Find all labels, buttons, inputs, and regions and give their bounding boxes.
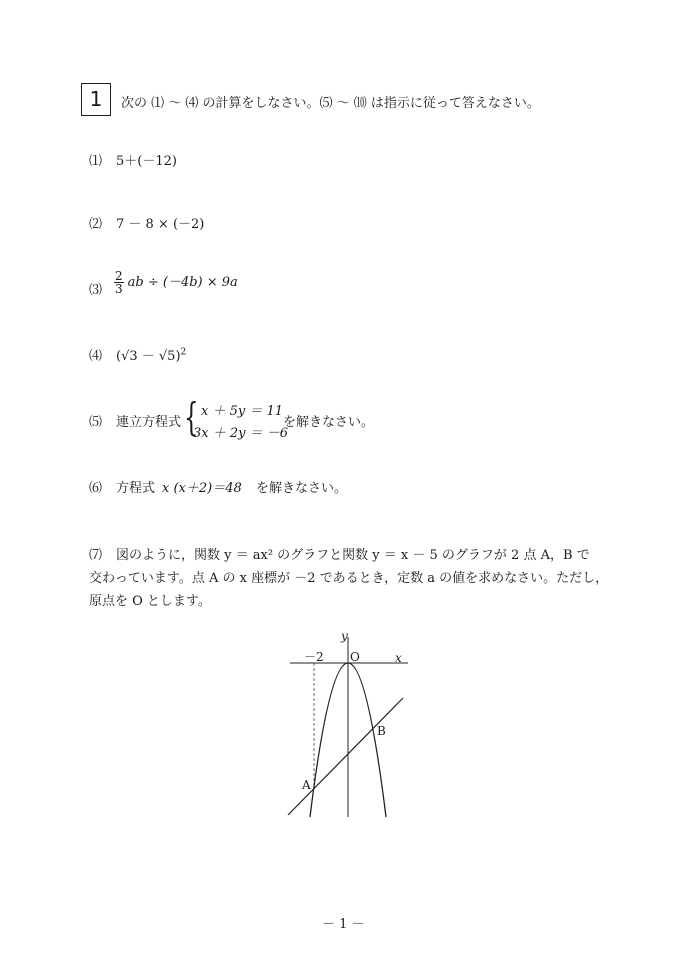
q6-prefix: 方程式 <box>116 481 156 496</box>
q3-fraction-denominator: 3 <box>115 282 123 296</box>
x-axis-label: x <box>395 651 402 665</box>
q5-brace: { <box>184 395 199 439</box>
origin-label: O <box>350 650 360 664</box>
q2-expression: 7 － 8 × (－2) <box>116 217 205 232</box>
point-a-label: A <box>302 778 311 792</box>
q1-label: ⑴ <box>89 154 103 169</box>
q3-label: ⑶ <box>89 283 103 298</box>
q6-suffix: を解きなさい。 <box>256 481 348 496</box>
q4-label: ⑷ <box>89 349 103 364</box>
q7-label: ⑺ <box>89 548 103 563</box>
line-graph <box>288 698 403 815</box>
q5-equation-2: 3x ＋ 2y ＝ －6 <box>193 426 289 441</box>
q1-expression: 5＋(－12) <box>116 154 177 169</box>
problem-instruction: 次の ⑴ ～ ⑷ の計算をしなさい。⑸ ～ ⑽ は指示に従って答えなさい。 <box>121 96 540 111</box>
x-tick-minus-2-label: －2 <box>304 650 324 664</box>
q5-suffix: を解きなさい。 <box>283 415 375 430</box>
q3-fraction-numerator: 2 <box>115 269 123 283</box>
q6-label: ⑹ <box>89 481 103 496</box>
q6-expression: x (x＋2)＝48 <box>162 481 242 496</box>
q4-expression-body: (√3 － √5) <box>116 349 181 364</box>
page-number: － 1 － <box>322 917 365 932</box>
q4-expression <box>116 345 186 364</box>
q7-text-line-1: 図のように，関数 y ＝ ax² のグラフと関数 y ＝ x － 5 のグラフが 2 点 A，B で <box>116 548 590 563</box>
q5-equation-1: x ＋ 5y ＝ 11 <box>201 404 284 419</box>
q5-label: ⑸ <box>89 415 103 430</box>
q3-expression <box>114 270 238 295</box>
y-axis-label: y <box>341 629 348 643</box>
point-b-label: B <box>377 724 386 738</box>
q4-exponent: 2 <box>180 347 187 358</box>
graph-figure <box>270 625 420 825</box>
q7-text-line-2: 交わっています。点 A の x 座標が －2 であるとき，定数 a の値を求めなさい。ただし， <box>89 571 609 586</box>
q5-prefix: 連立方程式 <box>116 415 182 430</box>
q2-label: ⑵ <box>89 217 103 232</box>
problem-number: 1 <box>81 83 111 116</box>
q3-fraction <box>114 270 124 295</box>
q7-text-line-3: 原点を O とします。 <box>89 594 211 609</box>
q3-expression-rest: ab ÷ (－4b) × 9a <box>127 275 238 290</box>
